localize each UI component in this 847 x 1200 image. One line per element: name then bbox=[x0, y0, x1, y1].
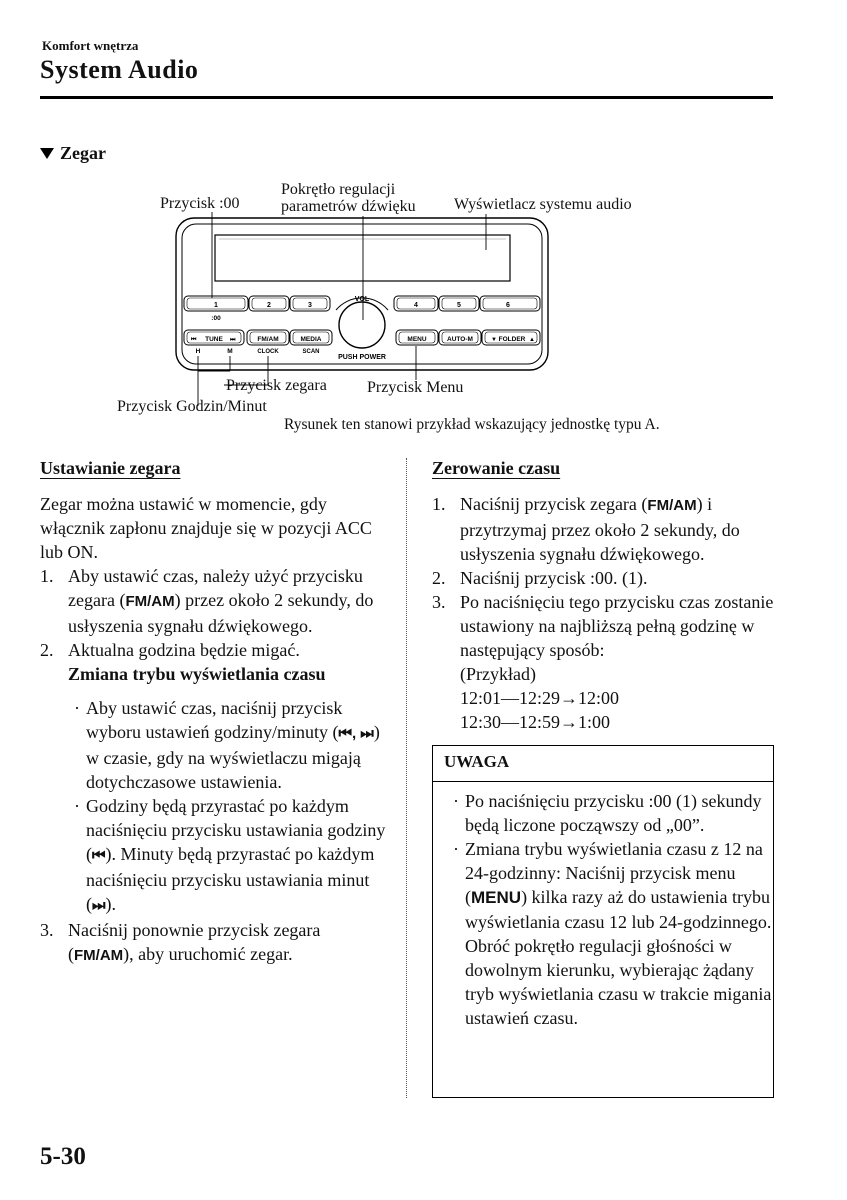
reset-step-3 bbox=[432, 590, 774, 734]
intro-paragraph: Zegar można ustawić w momencie, gdy włącznik zapłonu znajduje się w pozycji ACC lub ON. bbox=[40, 494, 372, 562]
reset-step-1 bbox=[432, 492, 774, 566]
audio-unit-diagram bbox=[0, 170, 847, 440]
column-divider bbox=[406, 458, 407, 1098]
svg-text:5: 5 bbox=[457, 302, 461, 309]
svg-text:▲: ▲ bbox=[529, 337, 535, 343]
svg-text:AUTO-M: AUTO-M bbox=[447, 336, 473, 343]
step-text: Aktualna godzina będzie migać. Zmiana trybu wyświetlania czasu bbox=[68, 640, 326, 684]
svg-text:SCAN: SCAN bbox=[302, 349, 320, 355]
fm-am-key: FM/AM bbox=[647, 497, 697, 514]
menu-key: MENU bbox=[471, 888, 522, 907]
svg-text:M: M bbox=[227, 348, 233, 355]
example-line-1: 12:01—12:29→12:00 bbox=[460, 688, 620, 708]
svg-text:TUNE: TUNE bbox=[205, 336, 223, 343]
audio-unit-illustration bbox=[0, 170, 847, 440]
callout-knob-line2: parametrów dźwięku bbox=[281, 198, 416, 215]
note-bullet-1: · Po naciśnięciu przycisku :00 (1) sekundy będą liczone począwszy od „00”. bbox=[453, 791, 762, 835]
step-3 bbox=[40, 918, 390, 968]
callout-clock-button: Przycisk zegara bbox=[226, 377, 327, 394]
step-number: 1. bbox=[432, 494, 446, 514]
skip-keys: ⏮, ⏭ bbox=[338, 725, 374, 742]
step-number: 2. bbox=[40, 640, 54, 660]
page-number: 5-30 bbox=[40, 1143, 86, 1170]
example-line-2: 12:30—12:59→1:00 bbox=[460, 712, 611, 732]
page-title: System Audio bbox=[40, 55, 199, 84]
volume-knob bbox=[339, 302, 385, 348]
svg-text:FOLDER: FOLDER bbox=[498, 336, 526, 343]
heading-setting-clock: Ustawianie zegara bbox=[40, 458, 181, 478]
svg-text:⏮: ⏮ bbox=[191, 337, 197, 343]
step-text: Naciśnij przycisk :00. (1). bbox=[460, 568, 648, 588]
note-box bbox=[432, 745, 774, 1098]
diagram-caption: Rysunek ten stanowi przykład wskazujący jednostkę typu A. bbox=[284, 416, 660, 433]
step-text: Aby ustawić czas, należy użyć przycisku zegara (FM/AM) przez około 2 sekundy, do usłyszenia sygnału dźwiękowego. bbox=[68, 566, 374, 636]
note-bullet-2: · Zmiana trybu wyświetlania czasu z 12 na 24-godzinny: Naciśnij przycisk menu (MENU) kilka razy aż do ustawienia trybu wyświetlania czasu 12 lub 24-godzinnego. Obróć pokrętło regulacji głośności w dowolnym kierunku, wybierając żądany tryb wyświetlania czasu w trakcie migania ustawień czasu. bbox=[453, 839, 772, 1028]
bullet-set-time: · Aby ustawić czas, naciśnij przycisk wyboru ustawień godziny/minuty (⏮, ⏭) w czasie, gdy na wyświetlaczu migają dotychczasowe ustawienia. bbox=[74, 698, 380, 792]
fm-am-key: FM/AM bbox=[125, 593, 175, 610]
triangle-down-icon bbox=[40, 148, 54, 159]
step-number: 2. bbox=[432, 568, 446, 588]
step-number: 3. bbox=[40, 920, 54, 940]
svg-text:4: 4 bbox=[414, 302, 418, 309]
push-power-label: PUSH POWER bbox=[338, 354, 386, 361]
display-window bbox=[215, 235, 510, 281]
svg-text:1: 1 bbox=[214, 302, 218, 309]
callout-knob-line1: Pokrętło regulacji bbox=[281, 181, 396, 198]
example-label: (Przykład) bbox=[460, 664, 536, 684]
prev-key: ⏮ bbox=[92, 847, 106, 864]
callout-button-00: Przycisk :00 bbox=[160, 195, 240, 212]
reset-step-2 bbox=[432, 566, 774, 590]
svg-text:MEDIA: MEDIA bbox=[300, 336, 322, 343]
step-number: 3. bbox=[432, 592, 446, 612]
svg-text:FM/AM: FM/AM bbox=[257, 336, 279, 343]
svg-text:CLOCK: CLOCK bbox=[257, 349, 279, 355]
sub-00-label: :00 bbox=[211, 315, 221, 322]
step-number: 1. bbox=[40, 566, 54, 586]
heading-reset-time: Zerowanie czasu bbox=[432, 458, 561, 478]
step-text: Po naciśnięciu tego przycisku czas zostanie ustawiony na najbliższą pełną godzinę w następujący sposób: (Przykład) 12:01—12:29→12:00 12:30—12:59→1:00 bbox=[460, 592, 774, 732]
svg-text:2: 2 bbox=[267, 302, 271, 309]
svg-text:H: H bbox=[195, 348, 201, 355]
step-text: Naciśnij przycisk zegara (FM/AM) i przytrzymaj przez około 2 sekundy, do usłyszenia sygnału dźwiękowego. bbox=[460, 494, 740, 564]
svg-text:6: 6 bbox=[506, 302, 510, 309]
callout-display: Wyświetlacz systemu audio bbox=[454, 196, 632, 213]
section-label: Komfort wnętrza bbox=[42, 38, 139, 53]
bullet-hours-minutes: · Godziny będą przyrastać po każdym naciśnięciu przycisku ustawiania godziny (⏮). Minuty będą przyrastać po każdym naciśnięciu przycisku ustawiania minut (⏭). bbox=[74, 796, 386, 914]
callout-menu-button: Przycisk Menu bbox=[367, 379, 464, 396]
callout-hour-min-button: Przycisk Godzin/Minut bbox=[117, 398, 267, 415]
svg-text:⏭: ⏭ bbox=[230, 337, 236, 343]
subheading-zegar bbox=[40, 143, 106, 164]
left-column bbox=[40, 456, 390, 968]
step-text: Naciśnij ponownie przycisk zegara (FM/AM), aby uruchomić zegar. bbox=[68, 920, 321, 964]
subheading-text: Zegar bbox=[60, 143, 106, 163]
step-2 bbox=[40, 638, 390, 686]
right-column bbox=[432, 456, 774, 734]
note-body bbox=[433, 782, 773, 1030]
svg-text:▼: ▼ bbox=[491, 337, 497, 343]
vol-label: VOL bbox=[354, 296, 370, 303]
svg-text:3: 3 bbox=[308, 302, 312, 309]
next-key: ⏭ bbox=[92, 897, 106, 914]
title-rule bbox=[40, 96, 773, 99]
note-heading: UWAGA bbox=[433, 746, 773, 782]
fm-am-key: FM/AM bbox=[74, 947, 124, 964]
display-mode-heading: Zmiana trybu wyświetlania czasu bbox=[68, 664, 326, 684]
step-1 bbox=[40, 564, 390, 638]
svg-text:MENU: MENU bbox=[407, 336, 427, 343]
